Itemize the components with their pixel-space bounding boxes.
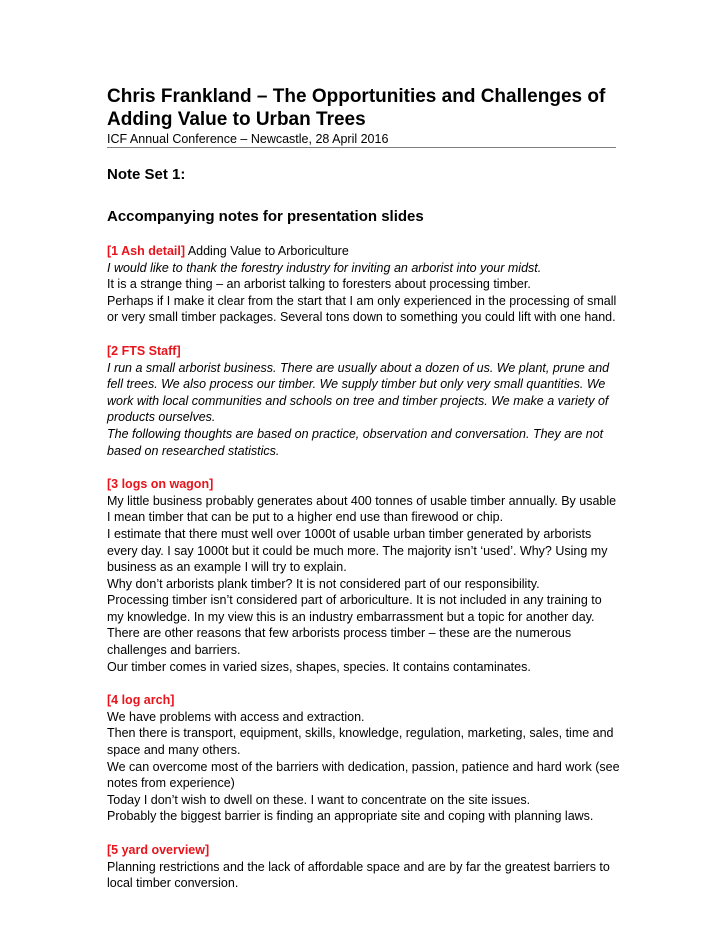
- paragraph: I run a small arborist business. There are usually about a dozen of us. We plant, prune and fell trees. We also process our timber. We supply timber but only very small quantities. We work with local communities and schools on tree and timber projects. We make a variety of products ourselves.: [107, 360, 610, 425]
- paragraph: Probably the biggest barrier is finding an appropriate site and coping with planning laws.: [107, 809, 594, 824]
- paragraph: Planning restrictions and the lack of affordable space and are by far the greatest barriers to local timber conversion.: [107, 859, 610, 891]
- paragraph: There are other reasons that few arborists process timber – these are the numerous challenges and barriers.: [107, 626, 572, 658]
- page-subtitle: ICF Annual Conference – Newcastle, 28 April 2016: [107, 132, 389, 146]
- slide-label: [4 log arch]: [107, 693, 175, 708]
- section-heading: Accompanying notes for presentation slides: [107, 208, 424, 225]
- paragraph: I estimate that there must well over 1000t of usable urban timber generated by arborists every day. I say 1000t but it could be much more. The majority isn’t ‘used’. Why? Using my business as an example I will try to explain.: [107, 526, 608, 575]
- slide-label: [1 Ash detail]: [107, 244, 186, 258]
- note-section: [107, 243, 620, 326]
- section-label-line: [107, 692, 620, 709]
- slide-label: [3 logs on wagon]: [107, 477, 214, 492]
- page-title: Chris Frankland – The Opportunities and Challenges of Adding Value to Urban Trees: [107, 86, 606, 130]
- note-section: [107, 692, 620, 825]
- note-section: [107, 476, 620, 675]
- title-rule: [107, 147, 616, 148]
- note-set-heading: Note Set 1:: [107, 166, 186, 183]
- paragraph: Why don’t arborists plank timber? It is not considered part of our responsibility.: [107, 576, 540, 591]
- note-section: [107, 842, 620, 892]
- paragraph: It is a strange thing – an arborist talking to foresters about processing timber.: [107, 277, 531, 292]
- section-label-line: [107, 343, 620, 360]
- slide-title: Adding Value to Arboriculture: [185, 244, 349, 258]
- paragraph: Our timber comes in varied sizes, shapes, species. It contains contaminates.: [107, 659, 531, 674]
- section-label-line: [107, 476, 620, 493]
- paragraph: Perhaps if I make it clear from the start that I am only experienced in the processing of small or very small timber packages. Several tons down to something you could lift with one hand.: [107, 293, 617, 325]
- paragraph: The following thoughts are based on practice, observation and conversation. They are not based on researched statistics.: [107, 426, 604, 458]
- paragraph: My little business probably generates about 400 tonnes of usable timber annually. By usable I mean timber that can be put to a higher end use than firewood or chip.: [107, 493, 617, 525]
- paragraph: I would like to thank the forestry industry for inviting an arborist into your midst.: [107, 260, 542, 275]
- paragraph: Today I don’t wish to dwell on these. I want to concentrate on the site issues.: [107, 792, 531, 807]
- notes-body: [107, 243, 620, 892]
- slide-label: [2 FTS Staff]: [107, 343, 181, 358]
- paragraph: Processing timber isn’t considered part of arboriculture. It is not included in any training to my knowledge. In my view this is an industry embarrassment but a topic for another day.: [107, 593, 602, 624]
- paragraph: We can overcome most of the barriers with dedication, passion, patience and hard work (see notes from experience): [107, 759, 620, 791]
- paragraph: We have problems with access and extraction.: [107, 709, 365, 724]
- paragraph: Then there is transport, equipment, skills, knowledge, regulation, marketing, sales, time and space and many others.: [107, 726, 614, 758]
- note-section: [107, 343, 620, 459]
- slide-label: [5 yard overview]: [107, 843, 210, 857]
- section-label-line: [107, 243, 620, 260]
- section-label-line: [107, 842, 620, 859]
